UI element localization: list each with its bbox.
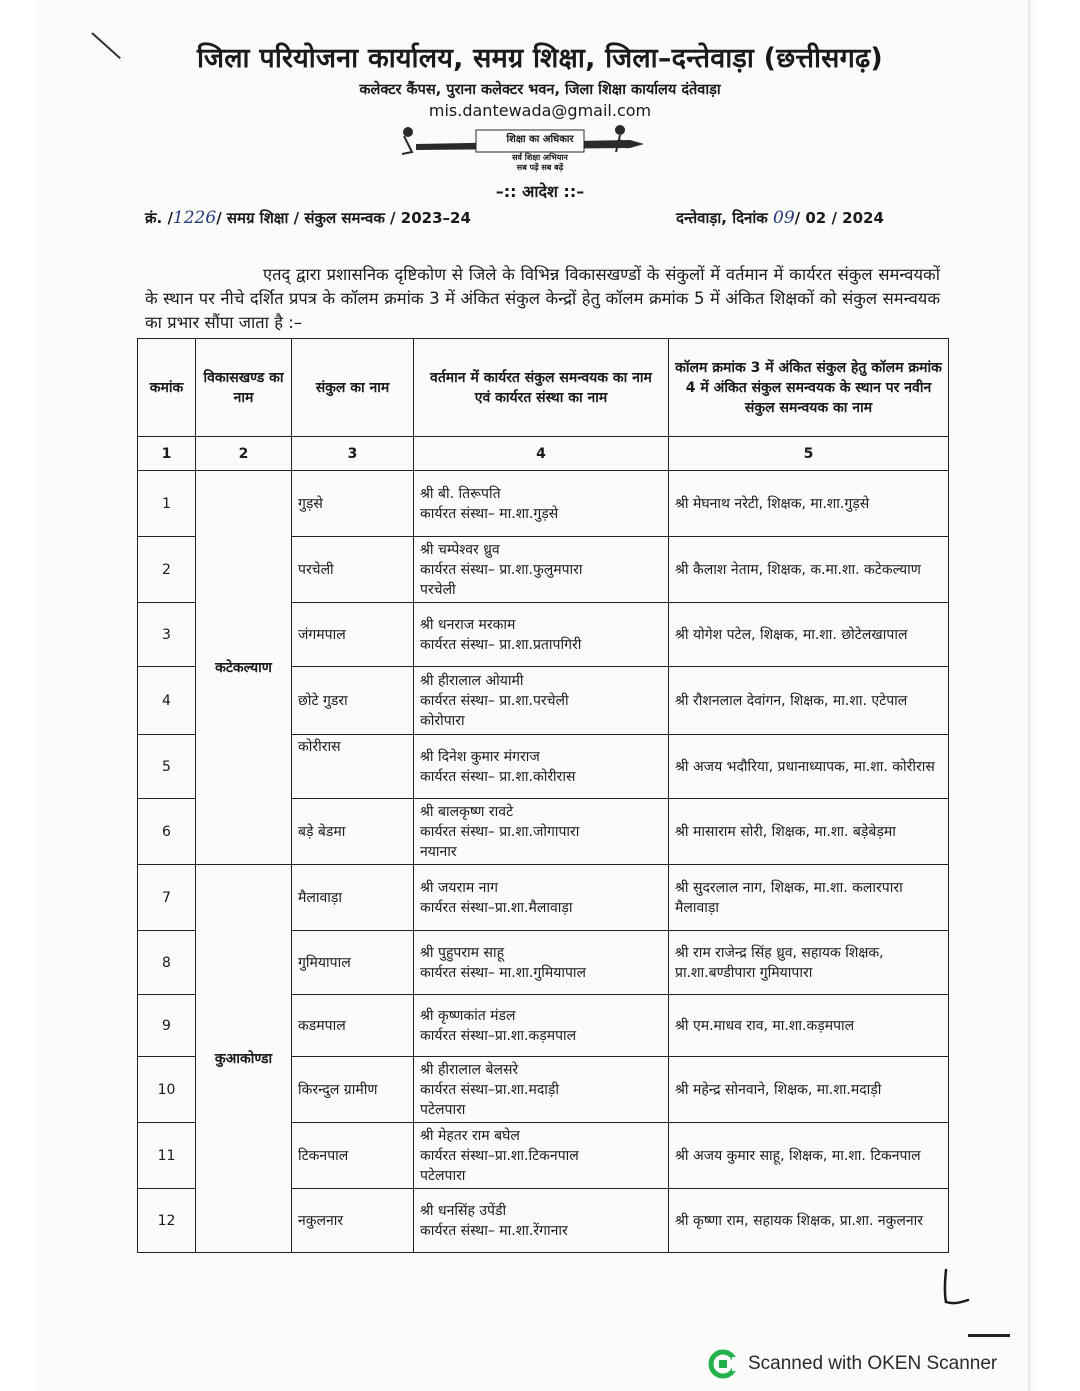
sankul-name: कडमपाल — [292, 995, 414, 1057]
current-coordinator-org: कार्यरत संस्था–प्रा.शा.मदाड़ी — [420, 1081, 560, 1098]
new-coordinator: श्री अजय कुमार साहू, शिक्षक, मा.शा. टिकनपाल — [669, 1123, 949, 1189]
current-coordinator — [414, 667, 669, 735]
sankul-name: छोटे गुडरा — [292, 667, 414, 735]
row-serial: 4 — [138, 667, 196, 735]
current-coordinator-org-extra: परचेली — [420, 581, 456, 598]
header-sankul: संकुल का नाम — [292, 339, 414, 437]
sankul-name: गुमियापाल — [292, 931, 414, 995]
row-serial: 6 — [138, 799, 196, 865]
logo-slogan-1: सर्व शिक्षा अभियान — [512, 153, 568, 162]
oken-scanner-logo-icon — [708, 1349, 738, 1379]
ref-suffix: / समग्र शिक्षा / संकुल समन्वक / 2023–24 — [216, 209, 471, 227]
current-coordinator-org-extra: नयानार — [420, 843, 457, 860]
row-serial: 7 — [138, 865, 196, 931]
order-heading: –:: आदेश ::– — [495, 182, 585, 201]
current-coordinator — [414, 735, 669, 799]
current-coordinator-org: कार्यरत संस्था– मा.शा.रेंगानार — [420, 1222, 568, 1239]
ref-handwritten-number: 1226 — [172, 208, 217, 228]
current-coordinator — [414, 931, 669, 995]
sankul-name: जंगमपाल — [292, 603, 414, 667]
row-serial: 2 — [138, 537, 196, 603]
current-coordinator-name: श्री मेहतर राम बघेल — [420, 1127, 520, 1144]
current-coordinator-org-extra: पटेलपारा — [420, 1167, 466, 1184]
row-serial: 3 — [138, 603, 196, 667]
date-rest: / 02 / 2024 — [794, 209, 884, 227]
new-coordinator: श्री सुदरलाल नाग, शिक्षक, मा.शा. कलारपारा मैलावाड़ा — [669, 865, 949, 931]
current-coordinator-org: कार्यरत संस्था– मा.शा.गुड़से — [420, 505, 559, 522]
new-coordinator: श्री कृष्णा राम, सहायक शिक्षक, प्रा.शा. नकुलनार — [669, 1189, 949, 1253]
scanner-watermark — [708, 1348, 997, 1380]
current-coordinator-name: श्री धनसिंह उपेंडी — [420, 1202, 507, 1219]
current-coordinator-org-extra: पटेलपारा — [420, 1101, 466, 1118]
row-serial: 5 — [138, 735, 196, 799]
current-coordinator-name: श्री हीरालाल ओयामी — [420, 672, 524, 689]
column-number: 3 — [292, 437, 414, 471]
sankul-name: बड़े बेडमा — [292, 799, 414, 865]
sankul-name: गुड़से — [292, 471, 414, 537]
sankul-name: नकुलनार — [292, 1189, 414, 1253]
row-serial: 12 — [138, 1189, 196, 1253]
date-prefix: दन्तेवाड़ा, दिनांक — [676, 209, 768, 227]
header-current-coordinator: वर्तमान में कार्यरत संकुल समन्वयक का नाम एवं कार्यरत संस्था का नाम — [414, 339, 669, 437]
current-coordinator-name: श्री बी. तिरूपति — [420, 485, 501, 502]
new-coordinator: श्री राम राजेन्द्र सिंह ध्रुव, सहायक शिक्षक, प्रा.शा.बण्डीपारा गुमियापारा — [669, 931, 949, 995]
sankul-name: मैलावाड़ा — [292, 865, 414, 931]
new-coordinator: श्री एम.माधव राव, मा.शा.कड़मपाल — [669, 995, 949, 1057]
logo-caption: शिक्षा का अधिकार — [506, 134, 574, 145]
sankul-name: कोरीरास — [292, 735, 414, 799]
row-serial: 9 — [138, 995, 196, 1057]
table-header-row — [138, 339, 949, 437]
column-number: 4 — [414, 437, 669, 471]
sankul-name: टिकनपाल — [292, 1123, 414, 1189]
current-coordinator-org: कार्यरत संस्था– प्रा.शा.फुलुमपारा — [420, 561, 583, 578]
new-coordinator: श्री मेघनाथ नरेटी, शिक्षक, मा.शा.गुड़से — [669, 471, 949, 537]
current-coordinator — [414, 865, 669, 931]
current-coordinator-org: कार्यरत संस्था–प्रा.शा.मैलावाड़ा — [420, 899, 573, 916]
current-coordinator-org: कार्यरत संस्था–प्रा.शा.टिकनपाल — [420, 1147, 579, 1164]
current-coordinator — [414, 1057, 669, 1123]
column-number: 2 — [196, 437, 292, 471]
ref-prefix: क्रं. / — [145, 209, 173, 227]
sankul-name: किरन्दुल ग्रामीण — [292, 1057, 414, 1123]
column-number-row — [138, 437, 949, 471]
date-handwritten-day: 09 — [773, 208, 795, 228]
header-block: विकासखण्ड का नाम — [196, 339, 292, 437]
current-coordinator-name: श्री धनराज मरकाम — [420, 616, 516, 633]
order-intro-paragraph: एतद् द्वारा प्रशासनिक दृष्टिकोण से जिले के विभिन्न विकासखण्डों के संकुलों में वर्तमान में कार्यरत संकुल समन्वयकों के स्थान पर नीचे दर्शित प्रपत्र के कॉलम क्रमांक 3 में अंकित संकुल केन्द्रों हेतु कॉलम क्रमांक 5 में अंकित शिक्षकों को संकुल समन्वयक का प्रभार सौंपा जाता है :– — [145, 265, 940, 332]
header-serial: कमांक — [138, 339, 196, 437]
new-coordinator: श्री कैलाश नेताम, शिक्षक, क.मा.शा. कटेकल्याण — [669, 537, 949, 603]
row-serial: 11 — [138, 1123, 196, 1189]
assignment-table — [137, 338, 949, 1253]
office-email: mis.dantewada@gmail.com — [428, 101, 652, 120]
current-coordinator-name: श्री चम्पेश्वर ध्रुव — [420, 541, 500, 558]
current-coordinator-org: कार्यरत संस्था– प्रा.शा.जोगापारा — [420, 823, 580, 840]
current-coordinator-name: श्री दिनेश कुमार मंगराज — [420, 748, 540, 765]
current-coordinator-name: श्री हीरालाल बेलसरे — [420, 1061, 519, 1078]
column-number: 1 — [138, 437, 196, 471]
current-coordinator — [414, 1189, 669, 1253]
block-name-kuakonda: कुआकोण्डा — [196, 865, 292, 1253]
office-address: कलेक्टर कैंपस, पुराना कलेक्टर भवन, जिला शिक्षा कार्यालय दंतेवाड़ा — [359, 82, 721, 98]
current-coordinator-name: श्री बालकृष्ण रावटे — [420, 803, 514, 820]
page-edge — [1028, 0, 1034, 1391]
column-number: 5 — [669, 437, 949, 471]
office-title: जिला परियोजना कार्यालय, समग्र शिक्षा, जिला–दन्तेवाड़ा (छत्तीसगढ़) — [197, 43, 883, 74]
current-coordinator — [414, 471, 669, 537]
current-coordinator — [414, 603, 669, 667]
row-serial: 1 — [138, 471, 196, 537]
current-coordinator-org: कार्यरत संस्था– प्रा.शा.परचेली — [420, 692, 569, 709]
current-coordinator-org: कार्यरत संस्था– प्रा.शा.कोरीरास — [420, 768, 576, 785]
reference-number — [145, 208, 471, 228]
order-date — [676, 208, 884, 228]
new-coordinator: श्री अजय भदौरिया, प्रधानाध्यापक, मा.शा. कोरीरास — [669, 735, 949, 799]
new-coordinator: श्री योगेश पटेल, शिक्षक, मा.शा. छोटेलखापाल — [669, 603, 949, 667]
current-coordinator — [414, 995, 669, 1057]
logo-slogan-2: सब पढ़ें सब बढ़ें — [516, 163, 564, 172]
row-serial: 10 — [138, 1057, 196, 1123]
current-coordinator — [414, 537, 669, 603]
current-coordinator-org-extra: कोरोपारा — [420, 712, 465, 729]
table-row — [138, 865, 949, 931]
pen-dash-mark — [968, 1334, 1010, 1337]
current-coordinator-name: श्री कृष्णकांत मंडल — [420, 1007, 516, 1024]
new-coordinator: श्री महेन्द्र सोनवाने, शिक्षक, मा.शा.मदाड़ी — [669, 1057, 949, 1123]
new-coordinator: श्री मासाराम सोरी, शिक्षक, मा.शा. बड़ेबेड़मा — [669, 799, 949, 865]
row-serial: 8 — [138, 931, 196, 995]
new-coordinator: श्री रौशनलाल देवांगन, शिक्षक, मा.शा. एटेपाल — [669, 667, 949, 735]
current-coordinator-name: श्री पुहुपराम साहू — [420, 944, 505, 961]
current-coordinator-name: श्री जयराम नाग — [420, 879, 498, 896]
current-coordinator — [414, 799, 669, 865]
block-name-katekalyan: कटेकल्याण — [196, 471, 292, 865]
header-new-coordinator: कॉलम क्रमांक 3 में अंकित संकुल हेतु कॉलम क्रमांक 4 में अंकित संकुल समन्वयक के स्थान पर नवीन संकुल समन्वयक का नाम — [669, 339, 949, 437]
table-row — [138, 471, 949, 537]
current-coordinator-org: कार्यरत संस्था– मा.शा.गुमियापाल — [420, 964, 587, 981]
scanner-text: Scanned with OKEN Scanner — [748, 1353, 998, 1374]
current-coordinator — [414, 1123, 669, 1189]
handwritten-mark-icon — [938, 1268, 970, 1308]
sankul-name: परचेली — [292, 537, 414, 603]
current-coordinator-org: कार्यरत संस्था–प्रा.शा.कड़मपाल — [420, 1027, 577, 1044]
current-coordinator-org: कार्यरत संस्था– प्रा.शा.प्रतापगिरी — [420, 636, 582, 653]
